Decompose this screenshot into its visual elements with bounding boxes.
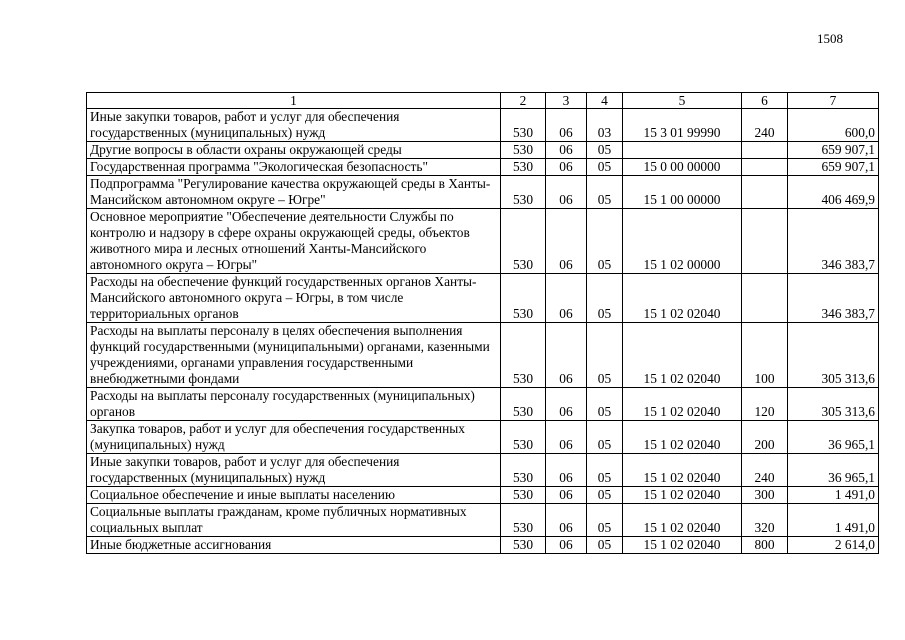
row-name: Иные бюджетные ассигнования [87, 537, 501, 554]
row-code-2: 530 [501, 454, 546, 487]
row-name: Основное мероприятие "Обеспечение деятельности Службы по контролю и надзору в сфере охраны окружающей среды, объектов животного мира и лесных отношений Ханты-Мансийского автономного округа – Югры" [87, 209, 501, 274]
row-code-2: 530 [501, 487, 546, 504]
row-code-4: 05 [587, 537, 623, 554]
row-name: Иные закупки товаров, работ и услуг для обеспечения государственных (муниципальных) нужд [87, 109, 501, 142]
header-cell-1: 1 [87, 93, 501, 109]
row-code-4: 05 [587, 388, 623, 421]
row-code-3: 06 [546, 421, 587, 454]
table-row [87, 209, 879, 274]
header-cell-2: 2 [501, 93, 546, 109]
row-code-4: 05 [587, 421, 623, 454]
row-code-4: 05 [587, 487, 623, 504]
row-code-3: 06 [546, 537, 587, 554]
table-row [87, 159, 879, 176]
row-code-2: 530 [501, 388, 546, 421]
row-code-3: 06 [546, 454, 587, 487]
row-code-6 [742, 142, 788, 159]
row-code-5: 15 1 02 02040 [623, 323, 742, 388]
table-row [87, 504, 879, 537]
row-code-6 [742, 159, 788, 176]
table-row [87, 388, 879, 421]
row-amount: 305 313,6 [788, 388, 879, 421]
row-code-5: 15 1 02 02040 [623, 487, 742, 504]
row-amount: 36 965,1 [788, 454, 879, 487]
row-code-6: 320 [742, 504, 788, 537]
row-amount: 346 383,7 [788, 274, 879, 323]
row-code-3: 06 [546, 504, 587, 537]
row-code-6: 300 [742, 487, 788, 504]
row-name: Расходы на выплаты персоналу в целях обеспечения выполнения функций государственными (муниципальными) органами, казенными учреждениями, органами управления государственными внебюджетными фондами [87, 323, 501, 388]
row-amount: 1 491,0 [788, 504, 879, 537]
row-code-2: 530 [501, 323, 546, 388]
row-name: Государственная программа "Экологическая безопасность" [87, 159, 501, 176]
row-code-6 [742, 209, 788, 274]
row-code-5: 15 3 01 99990 [623, 109, 742, 142]
table-row [87, 537, 879, 554]
row-code-4: 05 [587, 323, 623, 388]
row-amount: 659 907,1 [788, 142, 879, 159]
row-code-6: 240 [742, 109, 788, 142]
row-code-5: 15 1 02 02040 [623, 421, 742, 454]
row-amount: 659 907,1 [788, 159, 879, 176]
page-number: 1508 [817, 31, 843, 46]
row-code-2: 530 [501, 109, 546, 142]
row-code-4: 05 [587, 274, 623, 323]
row-name: Социальное обеспечение и иные выплаты населению [87, 487, 501, 504]
table-row [87, 142, 879, 159]
header-cell-3: 3 [546, 93, 587, 109]
row-name: Другие вопросы в области охраны окружающей среды [87, 142, 501, 159]
row-amount: 600,0 [788, 109, 879, 142]
row-code-5: 15 1 02 02040 [623, 454, 742, 487]
row-code-4: 05 [587, 504, 623, 537]
row-code-2: 530 [501, 537, 546, 554]
row-code-2: 530 [501, 159, 546, 176]
row-code-5 [623, 142, 742, 159]
row-name: Расходы на обеспечение функций государственных органов Ханты-Мансийского автономного округа – Югры, в том числе территориальных органов [87, 274, 501, 323]
row-code-2: 530 [501, 421, 546, 454]
header-cell-6: 6 [742, 93, 788, 109]
row-code-4: 03 [587, 109, 623, 142]
row-code-5: 15 1 02 02040 [623, 504, 742, 537]
row-code-3: 06 [546, 176, 587, 209]
header-row [87, 93, 879, 109]
row-amount: 2 614,0 [788, 537, 879, 554]
row-code-6: 800 [742, 537, 788, 554]
row-code-3: 06 [546, 109, 587, 142]
row-code-5: 15 1 02 02040 [623, 388, 742, 421]
row-code-3: 06 [546, 209, 587, 274]
row-code-2: 530 [501, 209, 546, 274]
row-code-3: 06 [546, 487, 587, 504]
row-code-3: 06 [546, 274, 587, 323]
row-code-3: 06 [546, 388, 587, 421]
table-row [87, 487, 879, 504]
row-name: Расходы на выплаты персоналу государственных (муниципальных) органов [87, 388, 501, 421]
table-row [87, 274, 879, 323]
header-cell-5: 5 [623, 93, 742, 109]
row-code-4: 05 [587, 176, 623, 209]
row-code-5: 15 1 02 02040 [623, 537, 742, 554]
row-code-6: 120 [742, 388, 788, 421]
row-code-4: 05 [587, 159, 623, 176]
table-row [87, 176, 879, 209]
row-code-5: 15 1 02 00000 [623, 209, 742, 274]
row-code-5: 15 0 00 00000 [623, 159, 742, 176]
row-amount: 36 965,1 [788, 421, 879, 454]
row-code-6 [742, 274, 788, 323]
row-name: Социальные выплаты гражданам, кроме публичных нормативных социальных выплат [87, 504, 501, 537]
row-code-4: 05 [587, 142, 623, 159]
table-row [87, 109, 879, 142]
row-amount: 406 469,9 [788, 176, 879, 209]
row-code-3: 06 [546, 159, 587, 176]
row-code-5: 15 1 00 00000 [623, 176, 742, 209]
row-name: Иные закупки товаров, работ и услуг для обеспечения государственных (муниципальных) нужд [87, 454, 501, 487]
row-code-4: 05 [587, 209, 623, 274]
row-amount: 346 383,7 [788, 209, 879, 274]
row-code-5: 15 1 02 02040 [623, 274, 742, 323]
row-code-4: 05 [587, 454, 623, 487]
row-code-2: 530 [501, 176, 546, 209]
row-code-6: 240 [742, 454, 788, 487]
row-code-3: 06 [546, 323, 587, 388]
row-code-6: 100 [742, 323, 788, 388]
row-amount: 1 491,0 [788, 487, 879, 504]
table-row [87, 454, 879, 487]
row-name: Закупка товаров, работ и услуг для обеспечения государственных (муниципальных) нужд [87, 421, 501, 454]
header-cell-4: 4 [587, 93, 623, 109]
row-name: Подпрограмма "Регулирование качества окружающей среды в Ханты-Мансийском автономном округе – Югре" [87, 176, 501, 209]
row-amount: 305 313,6 [788, 323, 879, 388]
header-cell-7: 7 [788, 93, 879, 109]
row-code-2: 530 [501, 142, 546, 159]
table-row [87, 421, 879, 454]
row-code-6 [742, 176, 788, 209]
table-row [87, 323, 879, 388]
row-code-2: 530 [501, 274, 546, 323]
row-code-6: 200 [742, 421, 788, 454]
row-code-2: 530 [501, 504, 546, 537]
budget-table [86, 92, 879, 554]
row-code-3: 06 [546, 142, 587, 159]
